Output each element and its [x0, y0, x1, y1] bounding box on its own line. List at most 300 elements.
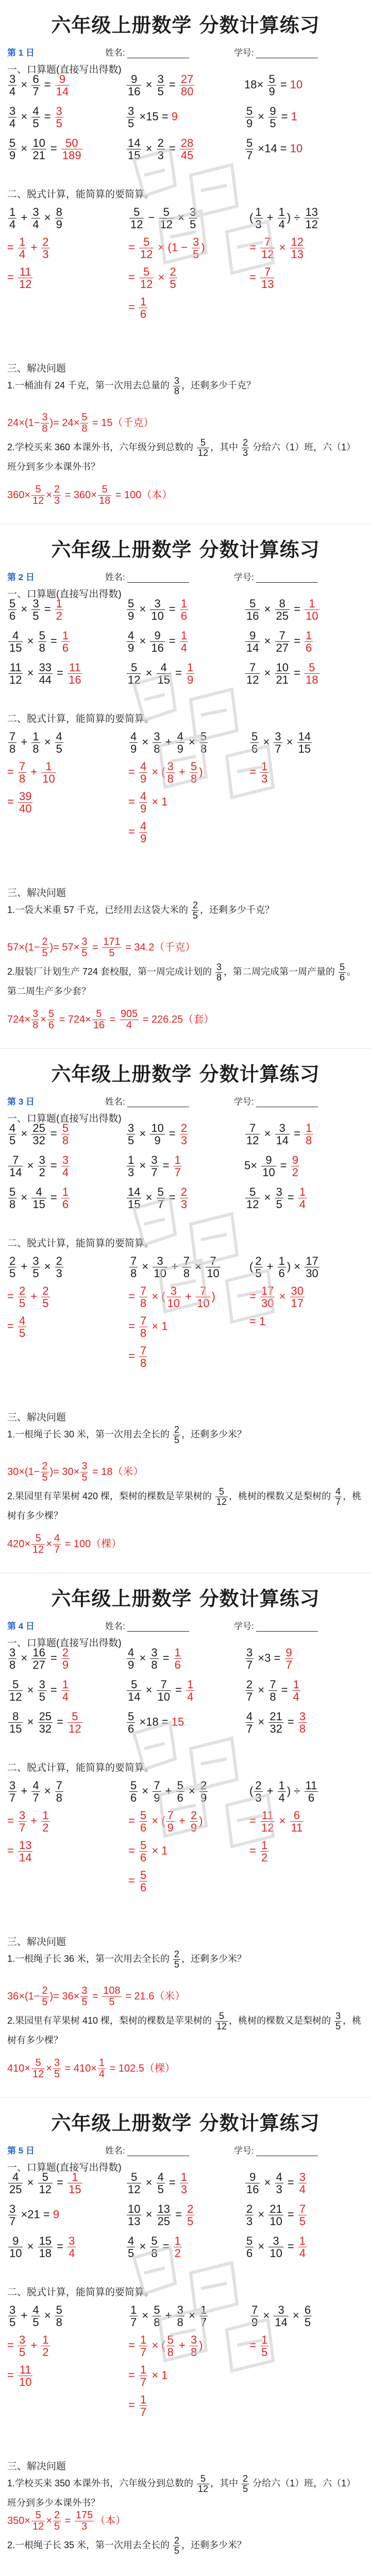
expr-text: ，还剩多少米？ [181, 1429, 247, 1440]
id-label: 学号: [234, 48, 254, 58]
fraction: $\frac{2}{9}$ [200, 1779, 207, 1805]
expr-text: = [165, 1127, 179, 1140]
fraction: $\frac{3}{14}$ [276, 1122, 289, 1147]
expr-text: × [24, 1715, 37, 1728]
oral-grid [7, 598, 363, 698]
page-title: 六年级上册数学 分数计算练习 [51, 1587, 320, 1610]
fraction: $\frac{5}{7}$ [157, 1185, 164, 1211]
oral-item [7, 1679, 126, 1710]
fraction: $\frac{3}{8}$ [42, 412, 48, 434]
fraction: $\frac{7}{9}$ [251, 2303, 258, 2329]
calc-problem [128, 2304, 247, 2424]
calc-step [128, 760, 247, 790]
name-field[interactable] [105, 2143, 189, 2156]
expr-text: ，还剩多少千克？ [200, 905, 275, 916]
fraction: $\frac{4}{9}$ [140, 760, 147, 786]
fraction: $\frac{11}{10}$ [19, 2363, 32, 2389]
expr-text: 2.学校买来 360 本课外书，六年级分到总数的 [7, 442, 196, 453]
oral-item [7, 137, 126, 169]
expr-text: ，还剩多少米？ [181, 2540, 247, 2551]
oral-item [126, 137, 244, 169]
expr-text: + [162, 735, 175, 749]
expr-text: = [128, 270, 138, 284]
fraction: $\frac{17}{30}$ [306, 1255, 318, 1280]
oral-answer: $\frac{1}{8}$ [306, 1122, 312, 1147]
oral-answer: 15 [171, 1715, 184, 1728]
name-field[interactable] [105, 570, 189, 583]
fraction: $\frac{10}{13}$ [128, 2202, 141, 2228]
expr-text: × [24, 634, 37, 648]
expr-text: = 100（棵） [62, 1538, 122, 1550]
section-calc-heading: 二、脱式计算，能简算的要简算。 [7, 1238, 155, 1249]
expr-text: 360× [7, 489, 31, 501]
expr-text: = [107, 1013, 119, 1025]
problem-2-text [7, 438, 363, 476]
worksheet-page [0, 1049, 371, 1573]
expr-text: = 724× [56, 1013, 91, 1025]
expr-text: = [284, 2208, 297, 2221]
fraction: $\frac{3}{8}$ [177, 2303, 183, 2329]
expr-text: × [142, 142, 156, 155]
expr-text: = [7, 241, 17, 254]
fraction: $\frac{2}{9}$ [190, 1809, 197, 1835]
fraction: $\frac{2}{3}$ [56, 1255, 62, 1280]
expr-text: × [18, 110, 31, 123]
calc-expression [7, 2304, 126, 2334]
expr-text: = [47, 1159, 60, 1172]
fraction: $\frac{10}{21}$ [32, 137, 45, 162]
expr-text: = [165, 1191, 179, 1204]
oral-item [7, 598, 126, 630]
oral-answer: $\frac{50}{189}$ [62, 137, 81, 162]
fraction: $\frac{2}{3}$ [246, 2202, 253, 2228]
page-header [7, 1617, 363, 1632]
expr-text: = 226.25（套） [140, 1013, 214, 1025]
expr-text: 350× [7, 2515, 31, 2527]
name-label: 姓名: [105, 2146, 125, 2156]
expr-text: + [263, 1260, 277, 1273]
expr-text: = [47, 1191, 60, 1204]
expr-text: = [277, 1159, 290, 1172]
fraction: $\frac{5}{14}$ [128, 1678, 141, 1704]
expr-text: = 18（米） [89, 1466, 144, 1478]
expr-text: ) ÷ [286, 1784, 303, 1798]
fraction: $\frac{13}{12}$ [305, 206, 318, 231]
fraction: $\frac{3}{5}$ [335, 2011, 341, 2031]
fraction: $\frac{11}{12}$ [19, 265, 32, 291]
fraction: $\frac{2}{5}$ [174, 1949, 180, 1970]
fraction: $\frac{3}{7}$ [9, 1779, 16, 1805]
expr-text: + [162, 2309, 175, 2322]
expr-text: × [192, 1260, 205, 1273]
oral-item [244, 1186, 363, 1218]
expr-text: = [128, 1844, 138, 1857]
expr-text: × [185, 2309, 198, 2322]
fraction: $\frac{3}{5}$ [157, 73, 164, 98]
fraction: $\frac{5}{12}$ [140, 265, 153, 291]
expr-text: × [18, 1127, 31, 1140]
expr-text: × [255, 1683, 268, 1697]
fraction: $\frac{5}{6}$ [340, 962, 345, 982]
expr-text: = [7, 2338, 17, 2352]
name-field[interactable] [105, 45, 189, 58]
calc-step [128, 266, 247, 296]
expr-text: = [41, 78, 54, 91]
expr-text: × 1 [148, 1844, 168, 1857]
id-label: 学号: [234, 1621, 254, 1631]
expr-text: = 34.2（千克） [122, 941, 196, 953]
calc-step [7, 1809, 126, 1839]
problem-1-text [7, 1950, 363, 1970]
expr-text: = [291, 602, 304, 616]
fraction: $\frac{1}{8}$ [32, 730, 39, 756]
worksheet-page [0, 1573, 371, 2098]
fraction: $\frac{12}{13}$ [291, 235, 304, 261]
fraction: $\frac{2}{5}$ [19, 1284, 26, 1310]
expr-text: = [47, 1683, 60, 1697]
oral-item [244, 598, 363, 630]
fraction: $\frac{3}{8}$ [167, 760, 174, 786]
expr-text: + [175, 1814, 189, 1827]
oral-grid [7, 73, 363, 174]
oral-answer: $\frac{1}{4}$ [299, 1185, 306, 1211]
fraction: $\frac{7}{8}$ [56, 1779, 62, 1805]
fraction: $\frac{7}{13}$ [261, 265, 274, 291]
fraction: $\frac{3}{4}$ [9, 105, 16, 130]
day-label: 第 1 日 [7, 48, 35, 58]
expr-text: × [136, 602, 149, 616]
oral-column [126, 73, 244, 169]
oral-grid [7, 2171, 363, 2272]
expr-text: = [165, 78, 179, 91]
fraction: $\frac{4}{7}$ [246, 1710, 253, 1736]
fraction: $\frac{2}{5}$ [54, 2510, 60, 2532]
fraction: $\frac{3}{5}$ [276, 1185, 282, 1211]
oral-answer: $\frac{1}{4}$ [62, 1678, 69, 1704]
expr-text: = [277, 78, 290, 91]
fraction: $\frac{2}{5}$ [42, 1985, 48, 2008]
section-problems-heading: 三、解决问题 [7, 2461, 66, 2472]
expr-text: = [7, 795, 17, 808]
fraction: $\frac{4}{5}$ [9, 1122, 16, 1147]
calc-step [128, 1345, 247, 1375]
fraction: $\frac{1}{4}$ [98, 2057, 105, 2080]
calc-expression [128, 2304, 247, 2334]
fraction: $\frac{11}{12}$ [261, 1809, 274, 1835]
calc-problem [128, 1780, 247, 1899]
name-field[interactable] [105, 1094, 189, 1107]
fraction: $\frac{1}{7}$ [200, 2303, 207, 2329]
expr-text: = [41, 602, 54, 616]
expr-text: × [136, 1651, 149, 1665]
fraction: $\frac{3}{5}$ [81, 936, 88, 959]
expr-text: × [18, 78, 31, 91]
calc-step [249, 760, 368, 790]
oral-item [244, 2203, 363, 2235]
student-id-field[interactable] [234, 570, 318, 583]
fraction: $\frac{4}{7}$ [335, 1486, 341, 1507]
expr-text: = [128, 2368, 138, 2382]
expr-text: = [47, 1127, 60, 1140]
oral-answer: $\frac{1}{4}$ [293, 1678, 299, 1704]
calc-step [249, 1809, 368, 1839]
expr-text: + [27, 1814, 41, 1827]
expr-text: = [128, 1319, 138, 1333]
oral-item [126, 662, 244, 693]
fraction: $\frac{3}{10}$ [167, 1284, 180, 1310]
oral-item [126, 630, 244, 662]
fraction: $\frac{3}{5}$ [81, 1461, 88, 1483]
problem-2-answer [7, 1533, 122, 1555]
fraction: $\frac{3}{14}$ [275, 2303, 288, 2329]
expr-text: ) [201, 241, 205, 254]
fraction: $\frac{2}{3}$ [54, 484, 60, 506]
oral-answer: $\frac{2}{9}$ [62, 1646, 69, 1672]
expr-text: = [47, 1651, 60, 1665]
fraction: $\frac{5}{9}$ [268, 73, 275, 98]
fraction: $\frac{4}{7}$ [54, 1533, 60, 1555]
fraction: $\frac{4}{5}$ [32, 105, 39, 130]
fraction: $\frac{8}{25}$ [276, 597, 289, 623]
fraction: $\frac{3}{7}$ [275, 730, 281, 756]
fraction: $\frac{7}{14}$ [9, 1154, 22, 1179]
fraction: $\frac{15}{18}$ [39, 2234, 52, 2260]
fraction: $\frac{7}{10}$ [157, 1678, 171, 1704]
name-field[interactable] [105, 1619, 189, 1632]
problem-2-text [7, 962, 363, 1000]
fraction: $\frac{2}{5}$ [170, 265, 176, 291]
expr-text: = [284, 1715, 297, 1728]
calc-problem [7, 2304, 126, 2394]
fraction: $\frac{3}{5}$ [32, 597, 39, 623]
oral-item [7, 1154, 126, 1186]
fraction: $\frac{3}{8}$ [190, 2333, 197, 2359]
calc-grid [7, 206, 363, 361]
expr-text: ，桃树的棵数又是梨树的 [229, 2015, 334, 2026]
id-line [256, 1097, 318, 1107]
fraction: $\frac{1}{2}$ [42, 2333, 49, 2359]
expr-text: = [249, 1290, 259, 1303]
expr-text: + [27, 2338, 41, 2352]
name-label: 姓名: [105, 1097, 125, 1107]
student-id-field[interactable] [234, 1094, 318, 1107]
problem-2-answer [7, 484, 172, 506]
expr-text: = [47, 142, 60, 155]
calc-step [128, 2394, 247, 2424]
expr-text: + [162, 1784, 175, 1798]
id-line [256, 1622, 318, 1632]
expr-text: × [46, 489, 52, 501]
expr-text: × [175, 211, 188, 224]
fraction: $\frac{11}{6}$ [305, 1779, 317, 1805]
expr-text: × [139, 2309, 152, 2322]
page-title: 六年级上册数学 分数计算练习 [51, 538, 320, 561]
section-problems-heading: 三、解决问题 [7, 1412, 66, 1423]
expr-text: × [185, 735, 198, 749]
fraction: $\frac{5}{6}$ [177, 1779, 183, 1805]
expr-text: = [159, 2240, 173, 2253]
fraction: $\frac{2}{3}$ [255, 1779, 262, 1805]
student-id-field[interactable] [234, 2143, 318, 2156]
expr-text: × [18, 602, 31, 616]
oral-answer: $\frac{1}{6}$ [62, 629, 69, 655]
expr-text: × [41, 735, 54, 749]
calc-step [249, 236, 368, 266]
section-problems-heading: 三、解决问题 [7, 1937, 66, 1947]
fraction: $\frac{1}{3}$ [128, 1154, 134, 1179]
oral-column [126, 1647, 244, 1742]
fraction: $\frac{3}{10}$ [154, 1255, 166, 1280]
expr-text: = [278, 1683, 291, 1697]
calc-problem [249, 1255, 368, 1345]
expr-text: × [18, 1191, 31, 1204]
fraction: $\frac{5}{12}$ [130, 206, 143, 231]
student-id-field[interactable] [234, 1619, 318, 1632]
calc-expression [7, 731, 126, 760]
name-label: 姓名: [105, 48, 125, 58]
fraction: $\frac{3}{5}$ [81, 1985, 88, 2008]
expr-text: × [18, 1651, 31, 1665]
fraction: $\frac{5}{9}$ [128, 597, 134, 623]
calc-grid [7, 731, 363, 885]
oral-answer: $\frac{9}{14}$ [56, 73, 69, 98]
expr-text: = [7, 1319, 17, 1333]
oral-column [7, 1122, 126, 1218]
fraction: $\frac{5}{8}$ [167, 2333, 174, 2359]
fraction: $\frac{5}{8}$ [9, 1185, 16, 1211]
calc-step [249, 1839, 368, 1869]
expr-text: = [291, 1127, 304, 1140]
fraction: $\frac{4}{5}$ [157, 2171, 164, 2196]
oral-answer: $\frac{1}{2}$ [174, 2234, 181, 2260]
expr-text: + [18, 1260, 31, 1273]
fraction: $\frac{16}{27}$ [32, 1646, 45, 1672]
expr-text: 5× [244, 1159, 261, 1172]
fraction: $\frac{2}{5}$ [42, 1284, 49, 1310]
expr-text: ，第二周完成第一周产量的 [224, 967, 338, 977]
expr-text: ) [199, 1814, 203, 1827]
fraction: $\frac{2}{7}$ [246, 1678, 253, 1704]
problem-1-answer [7, 937, 195, 959]
oral-item [244, 2171, 363, 2203]
expr-text: 2.服装厂计划生产 724 套校服，第一周完成计划的 [7, 967, 215, 977]
fraction: $\frac{3}{4}$ [9, 73, 16, 98]
expr-text: + [263, 211, 277, 224]
expr-text: ×15 = [136, 110, 172, 123]
calc-problem [7, 1255, 126, 1345]
fraction: $\frac{5}{12}$ [160, 206, 173, 231]
expr-text: ×18 = [136, 1715, 172, 1728]
expr-text: + [18, 2309, 31, 2322]
calc-step [128, 1285, 247, 1315]
expr-text: = [47, 634, 60, 648]
oral-answer: $\frac{7}{5}$ [299, 2202, 306, 2228]
fraction: $\frac{1}{10}$ [42, 760, 55, 786]
fraction: $\frac{4}{5}$ [128, 2234, 134, 2260]
fraction: $\frac{7}{12}$ [246, 1122, 259, 1147]
expr-text: × [24, 2240, 37, 2253]
fraction: $\frac{5}{8}$ [81, 412, 88, 434]
fraction: $\frac{5}{12}$ [32, 1533, 44, 1555]
expr-text: = [172, 1683, 185, 1697]
expr-text: × [261, 634, 274, 648]
expr-text: = 1 [249, 1315, 266, 1328]
fraction: $\frac{5}{12}$ [32, 484, 44, 506]
expr-text: + [18, 735, 31, 749]
expr-text: 1.一袋大米重 57 千克，已经用去这袋大米的 [7, 905, 191, 916]
page-title: 六年级上册数学 分数计算练习 [51, 2112, 320, 2134]
expr-text: × 1 [148, 795, 168, 808]
expr-text: × ( [148, 2338, 165, 2352]
fraction: $\frac{5}{9}$ [9, 137, 16, 162]
oral-answer: $\frac{2}{3}$ [180, 1185, 188, 1211]
id-line [256, 48, 318, 58]
fraction: $\frac{905}{4}$ [120, 1008, 138, 1031]
fraction: $\frac{7}{12}$ [246, 661, 259, 687]
fraction: $\frac{2}{5}$ [42, 1461, 48, 1483]
page-title: 六年级上册数学 分数计算练习 [51, 14, 320, 37]
oral-grid [7, 1122, 363, 1223]
fraction: $\frac{1}{7}$ [130, 2303, 137, 2329]
fraction: $\frac{5}{12}$ [216, 1486, 227, 1507]
id-label: 学号: [234, 1097, 254, 1107]
fraction: $\frac{1}{5}$ [261, 2333, 268, 2359]
expr-text: × [255, 110, 268, 123]
fraction: $\frac{1}{4}$ [278, 1779, 285, 1805]
student-id-field[interactable] [234, 45, 318, 58]
oral-item [7, 1186, 126, 1218]
expr-text: = 360× [62, 489, 97, 501]
fraction: $\frac{3}{10}$ [151, 597, 164, 623]
expr-text: ) [211, 1290, 215, 1303]
expr-text: × [289, 2309, 302, 2322]
section-oral-heading: 一、口算题(直接写出得数) [7, 2162, 122, 2173]
oral-answer: 9 [53, 2208, 60, 2221]
expr-text: + [27, 1290, 41, 1303]
calc-step [128, 2364, 247, 2394]
section-calc-heading: 二、脱式计算，能简算的要简算。 [7, 714, 155, 724]
calc-step [128, 296, 247, 326]
oral-item [126, 598, 244, 630]
expr-text: = [165, 2176, 179, 2189]
fraction: $\frac{2}{5}$ [174, 2535, 180, 2556]
day-label: 第 3 日 [7, 1097, 35, 1107]
expr-text: = [249, 1844, 259, 1857]
fraction: $\frac{30}{17}$ [291, 1284, 304, 1310]
expr-text: ×3 = [255, 1651, 284, 1665]
expr-text: ，其中 [210, 2478, 241, 2489]
expr-text: 420× [7, 1538, 31, 1550]
fraction: $\frac{9}{16}$ [151, 629, 164, 655]
fraction: $\frac{7}{8}$ [19, 760, 26, 786]
fraction: $\frac{5}{12}$ [32, 2057, 44, 2080]
expr-text: = [249, 270, 259, 284]
expr-text: = [128, 795, 138, 808]
expr-text: = [41, 110, 54, 123]
calc-expression [128, 206, 247, 236]
calc-step [249, 1285, 368, 1315]
calc-expression [7, 206, 126, 236]
problem-2-answer [7, 2058, 175, 2080]
oral-item [126, 2235, 244, 2267]
expr-text: 724× [7, 1013, 31, 1025]
fraction: $\frac{3}{7}$ [246, 1646, 253, 1672]
calc-step [7, 1285, 126, 1315]
oral-item [7, 662, 126, 693]
fraction: $\frac{13}{25}$ [157, 2202, 171, 2228]
day-label: 第 5 日 [7, 2146, 35, 2156]
name-line [127, 48, 189, 58]
